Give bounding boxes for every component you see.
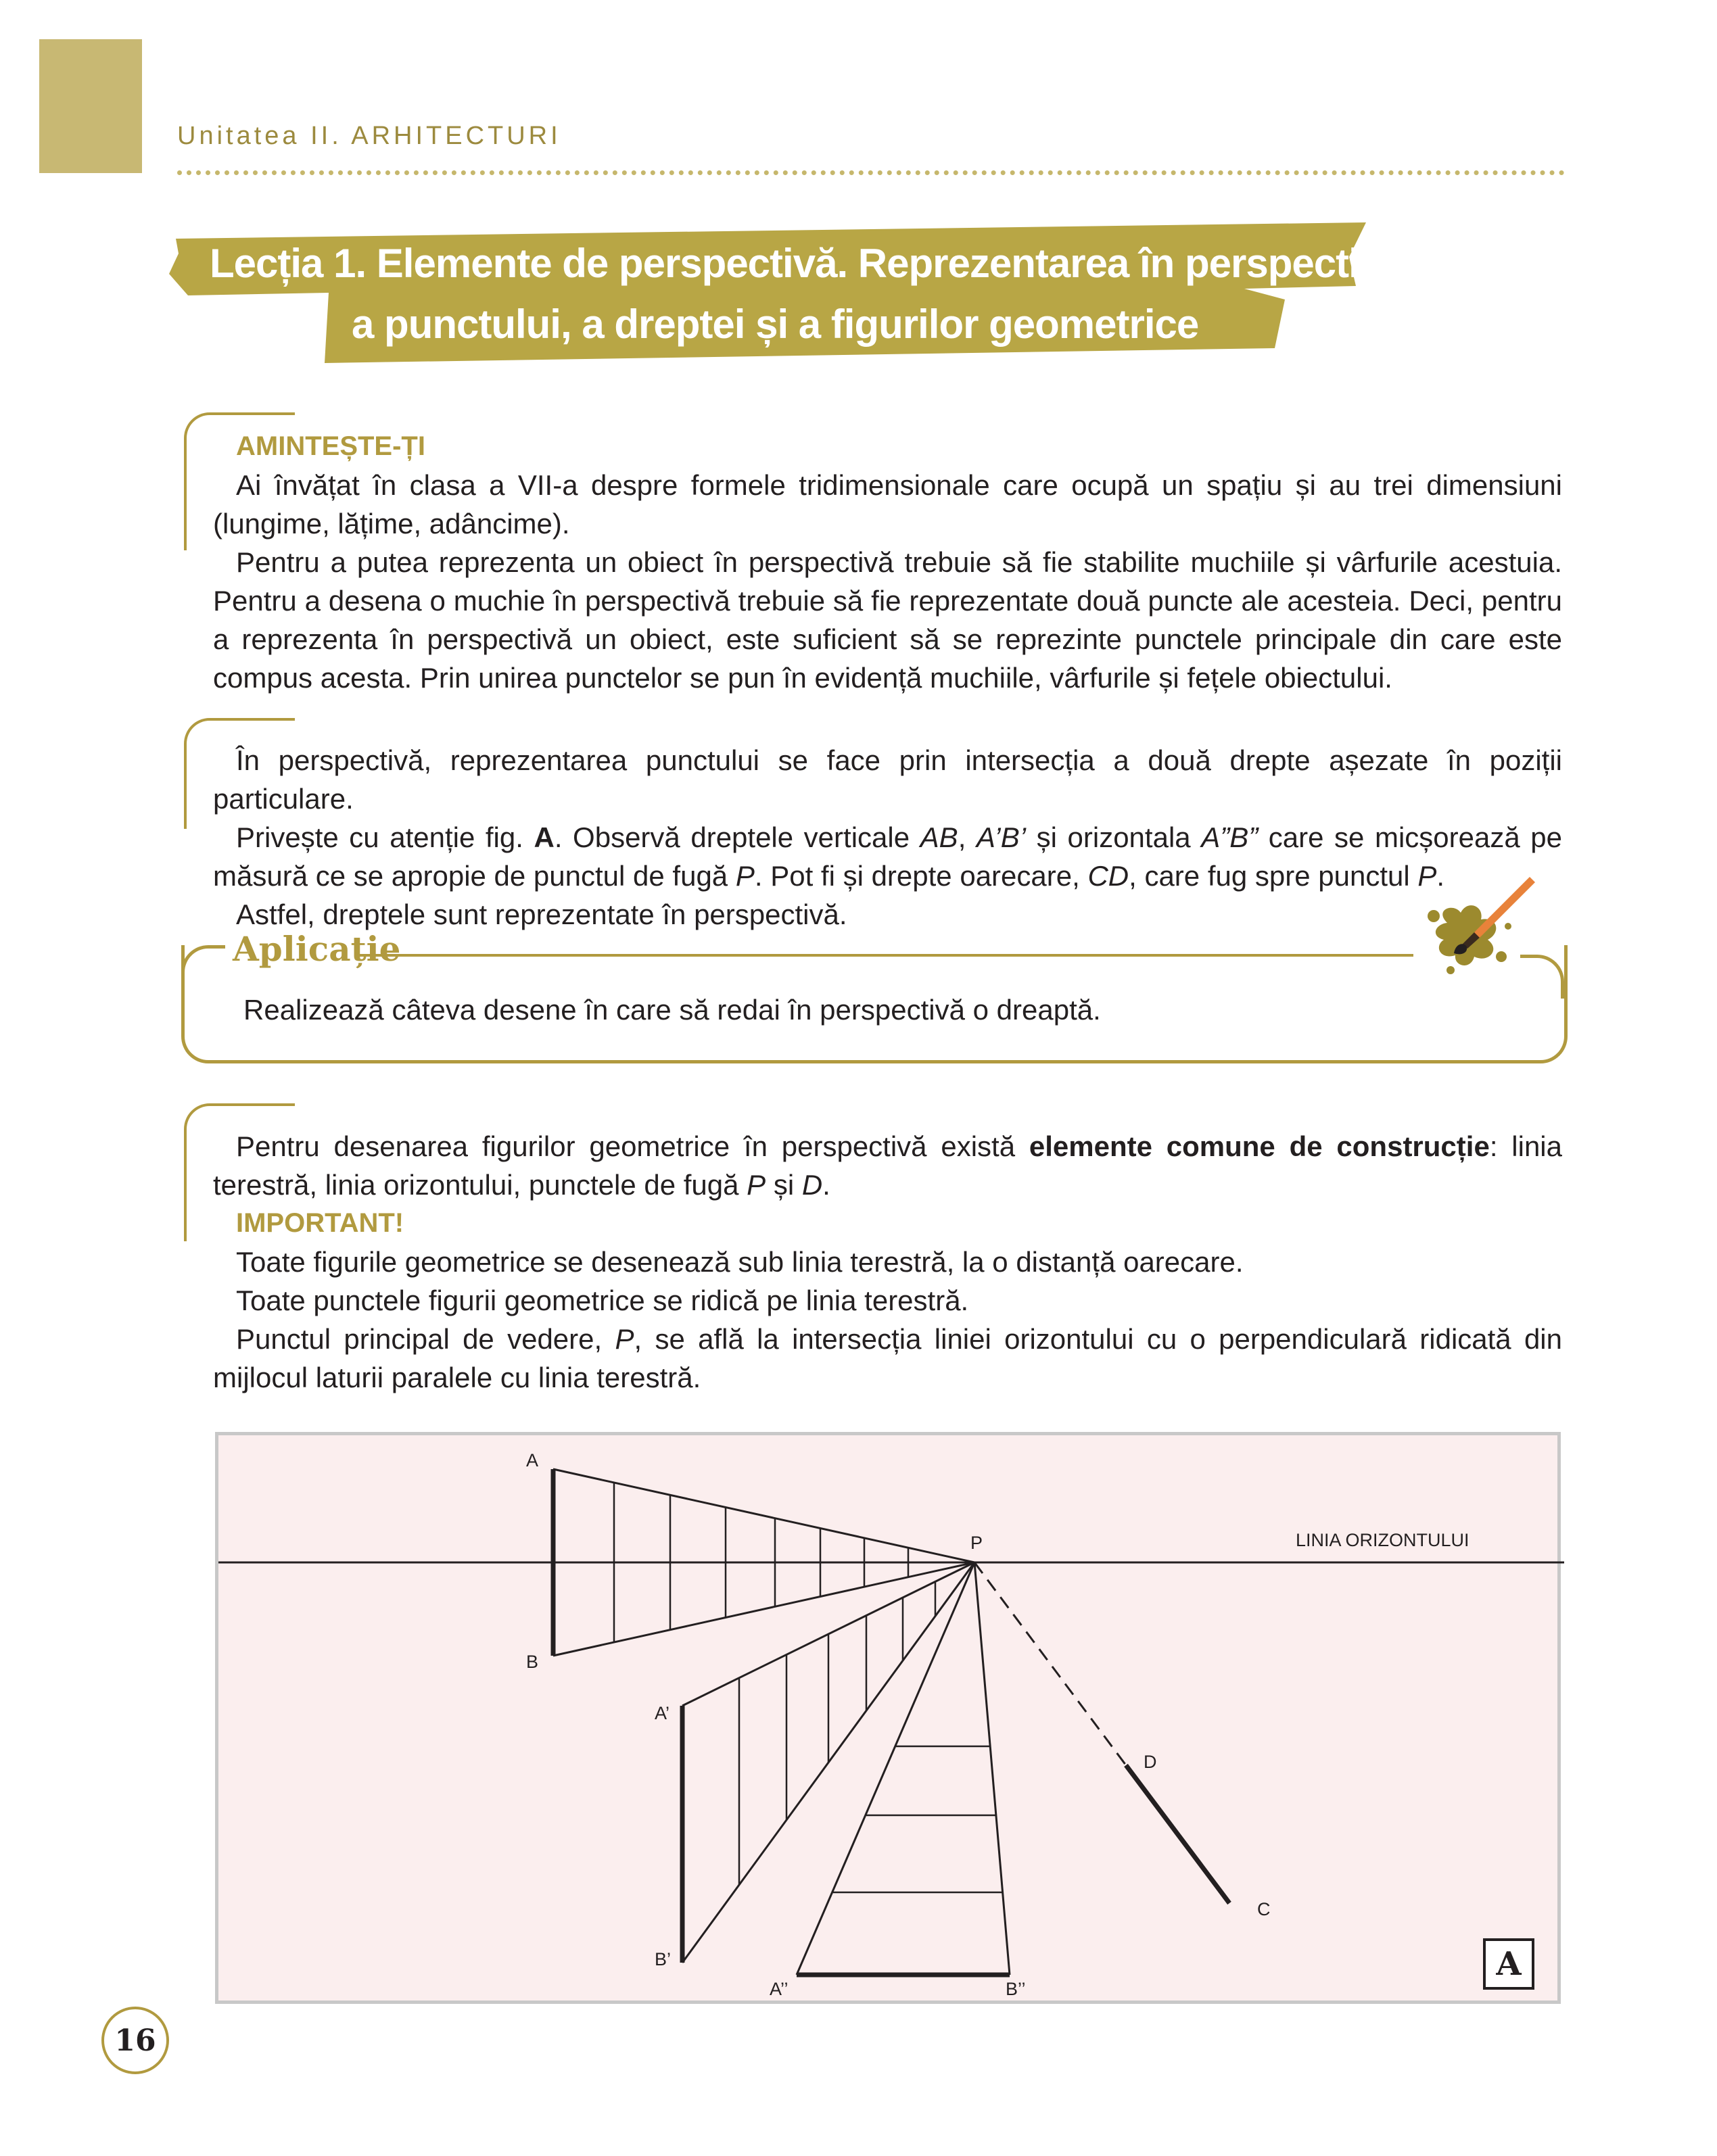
point-label-P: P	[970, 1533, 983, 1553]
segment-CD	[1126, 1765, 1229, 1903]
horizon-line-label: LINIA ORIZONTULUI	[1296, 1530, 1469, 1550]
point-label-A1: A’	[655, 1703, 670, 1723]
remember-heading: AMINTEȘTE-ȚI	[236, 431, 425, 461]
point-section	[213, 741, 1562, 934]
point-label-A2: A’’	[770, 1979, 789, 1999]
application-title: Aplicație	[233, 929, 401, 969]
ray-B-P	[553, 1562, 974, 1656]
ray-B2-P	[974, 1562, 1010, 1975]
important-heading: IMPORTANT!	[236, 1208, 404, 1238]
unit-header: Unitatea II. ARHITECTURI	[177, 122, 561, 150]
point-paragraph-2: Privește cu atenție fig. A. Observă dreptele verticale AB, A’B’ și orizontala A”B” care se micșorează pe măsură ce se apropie de punctul de fugă P. Pot fi și drepte oarecare, CD, care fug spre punctul P.	[213, 821, 1562, 892]
remember-paragraph-2: Pentru a putea reprezenta un obiect în perspectivă trebuie să fie stabilite muchiile și vârfurile acestuia. Pentru a desena o muchie în perspectivă trebuie să fie reprezentate două puncte ale acesteia. Deci, pentru a reprezenta în perspectivă un obiect, este suficient să se reprezinte punctele principale din care este compus acesta. Prin unirea punctelor se pun în evidență muchiile, vârfurile și fețele obiectului.	[213, 546, 1562, 694]
page-number: 16	[101, 2007, 169, 2074]
figures-paragraph-1: Pentru desenarea figurilor geometrice în perspectivă există elemente comune de construcție: linia terestră, linia orizontului, punctele de fugă P și D.	[213, 1130, 1562, 1201]
figure-tag: A	[1483, 1938, 1534, 1990]
corner-decoration	[39, 39, 142, 173]
point-paragraph-3: Astfel, dreptele sunt reprezentate în perspectivă.	[236, 899, 847, 930]
ray-D-P-dashed	[974, 1562, 1126, 1765]
perspective-diagram	[218, 1435, 1564, 2007]
important-item-3: Punctul principal de vedere, P, se află la intersecția liniei orizontului cu o perpendiculară ridicată din mijlocul laturii paralele cu linia terestră.	[213, 1323, 1563, 1393]
perspective-figure	[215, 1432, 1561, 2004]
important-item-2: Toate punctele figurii geometrice se ridică pe linia terestră.	[236, 1285, 969, 1316]
remember-section	[213, 427, 1562, 697]
application-box-top-line	[358, 954, 1413, 957]
point-label-B1: B’	[655, 1949, 672, 1969]
paintbrush-splash-icon	[1407, 869, 1542, 1007]
point-label-B2: B’’	[1006, 1979, 1026, 1999]
point-paragraph-1: În perspectivă, reprezentarea punctului se face prin intersecția a două drepte așezate în poziții particulare.	[213, 744, 1562, 815]
application-text: Realizează câteva desene în care să redai în perspectivă o dreaptă.	[243, 994, 1101, 1026]
lesson-title-line-2: a punctului, a dreptei și a figurilor geometrice	[352, 302, 1199, 347]
figures-section	[213, 1127, 1562, 1397]
lesson-title-line-1: Lecția 1. Elemente de perspectivă. Reprezentarea în perspectivă	[210, 241, 1403, 286]
a2b2-horizontals	[832, 1746, 1003, 1892]
point-label-A: A	[526, 1450, 539, 1470]
point-label-C: C	[1257, 1899, 1271, 1919]
a1b1-verticals	[739, 1581, 935, 1885]
lesson-title-banner	[169, 220, 1403, 365]
remember-paragraph-1: Ai învățat în clasa a VII-a despre formele tridimensionale care ocupă un spațiu și au trei dimensiuni (lungime, lățime, adâncime).	[213, 469, 1562, 540]
point-label-B: B	[526, 1652, 539, 1672]
dotted-divider	[177, 170, 1565, 175]
important-item-1: Toate figurile geometrice se desenează sub linia terestră, la o distanță oarecare.	[236, 1246, 1244, 1278]
point-label-D: D	[1144, 1752, 1157, 1772]
ray-A-P	[553, 1469, 974, 1562]
figure-reference: A	[534, 821, 555, 853]
